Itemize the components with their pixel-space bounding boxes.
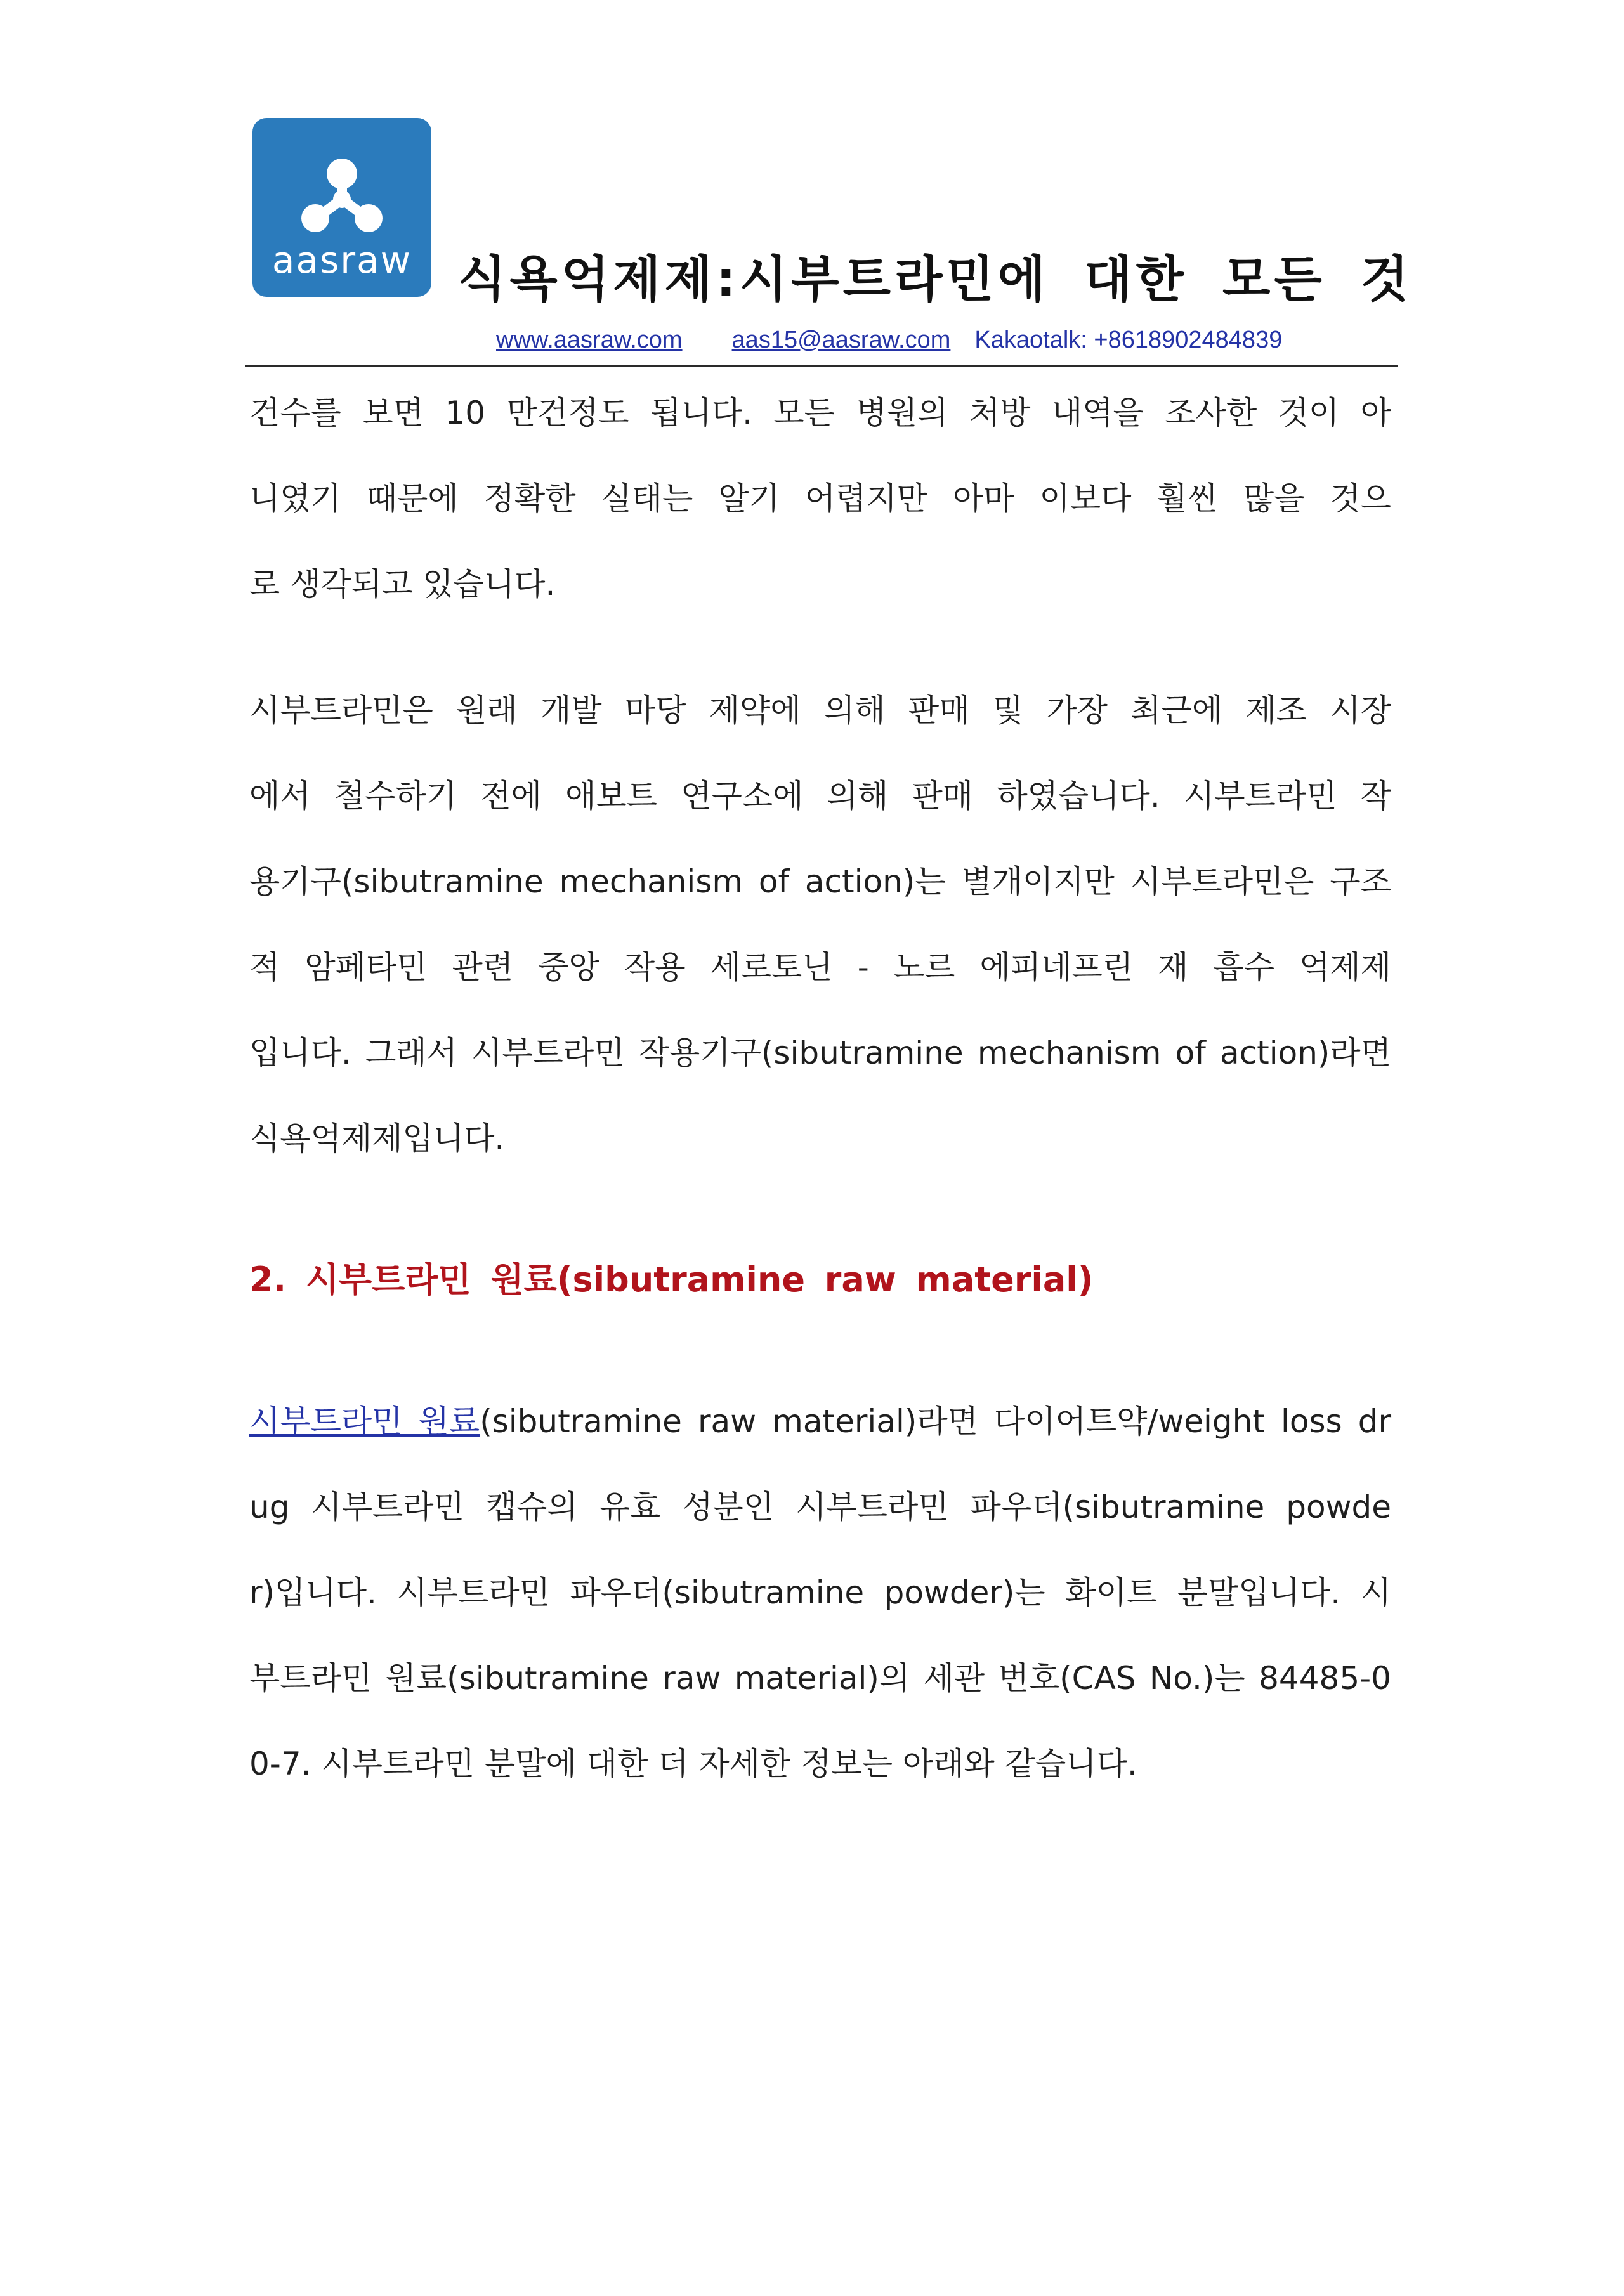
sibutramine-raw-material-link[interactable]: 시부트라민 원료 <box>249 1403 480 1440</box>
text-line: 로 생각되고 있습니다. <box>249 566 556 603</box>
text-span: (sibutramine raw material)라면 다이어트약/weight loss dr <box>480 1403 1391 1440</box>
text-line: 식욕억제제입니다. <box>249 1120 505 1157</box>
text-line: r)입니다. 시부트라민 파우더(sibutramine powder)는 화이트 분말입니다. 시 <box>249 1574 1391 1611</box>
paragraph-2 <box>249 668 1391 1182</box>
paragraph-1 <box>249 370 1391 627</box>
text-line: 에서 철수하기 전에 애보트 연구소에 의해 판매 하였습니다. 시부트라민 작 <box>249 778 1391 814</box>
text-line: 니였기 때문에 정확한 실태는 알기 어렵지만 아마 이보다 훨씬 많을 것으 <box>249 480 1391 517</box>
page-title: 식욕억제제:시부트라민에 대한 모든 것 <box>458 251 1413 308</box>
text-line: 건수를 보면 10 만건정도 됩니다. 모든 병원의 처방 내역을 조사한 것이 아 <box>249 395 1391 431</box>
text-line: 적 암페타민 관련 중앙 작용 세로토닌 - 노르 에피네프린 재 흡수 억제제 <box>249 949 1391 986</box>
website-link[interactable]: www.aasraw.com <box>496 327 683 353</box>
paragraph-3 <box>249 1379 1391 1807</box>
text-line: 0-7. 시부트라민 분말에 대한 더 자세한 정보는 아래와 같습니다. <box>249 1745 1137 1782</box>
text-line: 입니다. 그래서 시부트라민 작용기구(sibutramine mechanism of action)라면 <box>249 1034 1391 1071</box>
header-divider <box>245 365 1398 367</box>
email-link[interactable]: aas15@aasraw.com <box>731 327 951 353</box>
contact-line <box>496 327 1282 354</box>
section-heading: 2. 시부트라민 원료(sibutramine raw material) <box>249 1260 1094 1300</box>
text-line: 부트라민 원료(sibutramine raw material)의 세관 번호(CAS No.)는 84485-0 <box>249 1660 1391 1697</box>
molecule-icon <box>301 153 383 236</box>
text-line: 시부트라민은 원래 개발 마당 제약에 의해 판매 및 가장 최근에 제조 시장 <box>249 692 1391 729</box>
kakaotalk-contact: Kakaotalk: +8618902484839 <box>974 327 1283 353</box>
text-line: 용기구(sibutramine mechanism of action)는 별개이지만 시부트라민은 구조 <box>249 863 1391 900</box>
text-line <box>249 1379 1391 1464</box>
logo-wordmark: aasraw <box>272 238 412 282</box>
aasraw-logo <box>252 118 431 297</box>
text-line: ug 시부트라민 캡슈의 유효 성분인 시부트라민 파우더(sibutramine powde <box>249 1489 1391 1525</box>
